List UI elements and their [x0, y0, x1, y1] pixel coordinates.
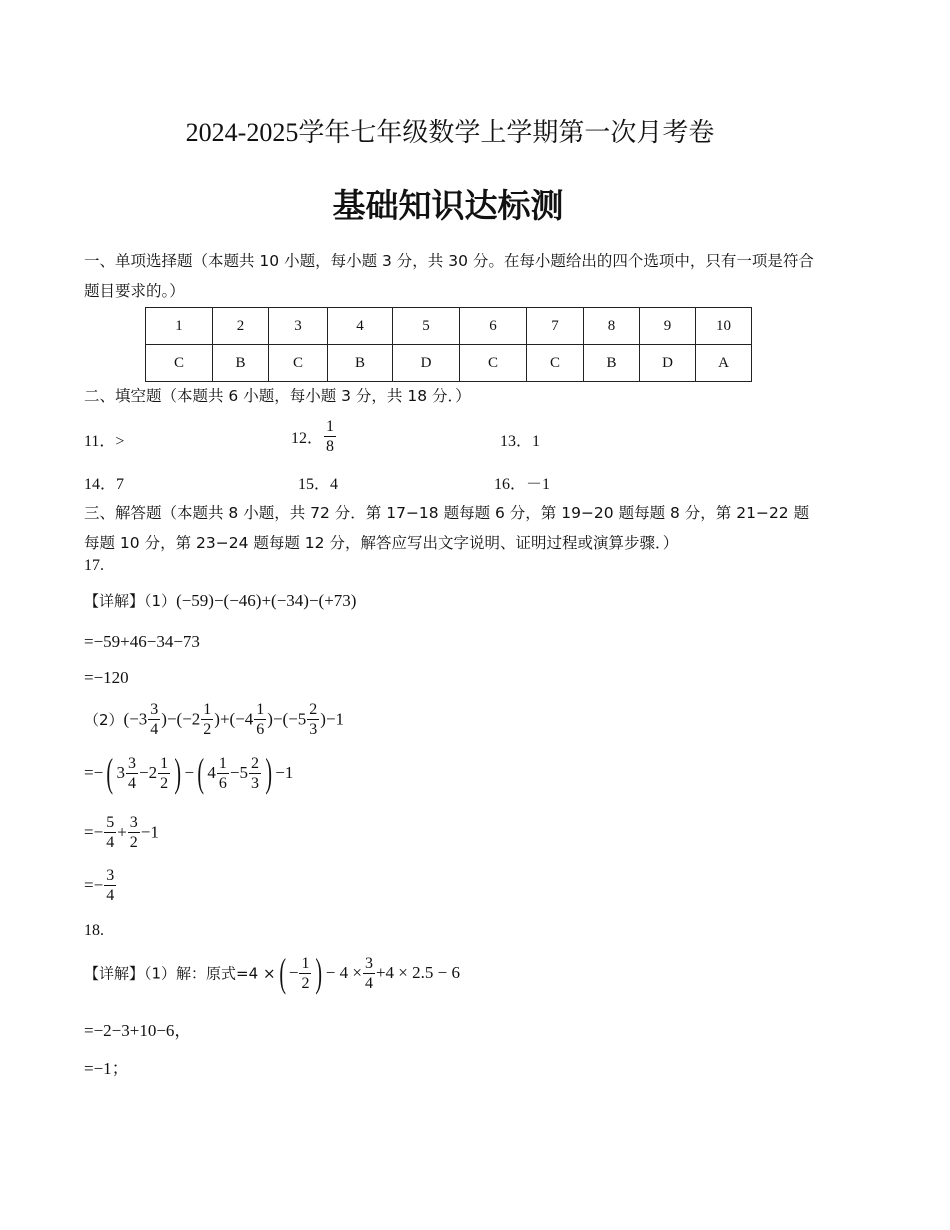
answer-13: 13．1 [500, 433, 541, 450]
q17-part1-expression: (−59)−(−46)+(−34)−(+73) [176, 591, 357, 610]
fraction: $\frac{1}{2}$ [203, 701, 212, 738]
table-cell: 8 [584, 308, 640, 345]
answer-table [145, 307, 752, 382]
fraction: $\frac{1}{6}$ [256, 701, 265, 738]
q18-step1: =−2−3+10−6， [84, 1021, 192, 1040]
table-cell: B [584, 345, 640, 382]
fraction [324, 417, 336, 456]
section1-heading: 一、单项选择题（本题共 10 小题，每小题 3 分，共 30 分。在每小题给出的四个选项中，只有一项是符合题目要求的。） [84, 252, 814, 300]
table-cell: C [527, 345, 584, 382]
table-cell: C [460, 345, 527, 382]
fraction: $\frac{1}{6}$ [218, 754, 227, 792]
numerator: 1 [326, 418, 335, 435]
q17-part2-step1: =−( 3 $\frac{3}{4}$ −2 $\frac{1}{2}$ ) −( 4 $\frac{1}{6}$ −5 $\frac{2}{3}$ ) −1 [84, 750, 294, 795]
table-cell: C [146, 345, 213, 382]
q17-part1 [84, 590, 356, 611]
answer-12-label: 12． [291, 430, 324, 447]
part-label: （2） [84, 711, 124, 729]
table-cell: B [328, 345, 393, 382]
q18-part1-expression: 【详解】（1）解：原式=4 ×( − $\frac{1}{2}$ ) − 4 × $\frac{3}{4}$ +4 × 2.5 − 6 [84, 950, 460, 995]
table-cell: 9 [640, 308, 696, 345]
answer-11: 11．> [84, 433, 125, 450]
q18-step2: =−1； [84, 1059, 129, 1078]
table-cell: C [269, 345, 328, 382]
q17-part2-step2: =− $\frac{5}{4}$ + $\frac{3}{2}$ −1 [84, 814, 159, 851]
fraction: $\frac{3}{2}$ [129, 814, 138, 851]
table-cell: B [213, 345, 269, 382]
q17-step1: =−59+46−34−73 [84, 632, 200, 651]
question-17-label: 17. [84, 557, 104, 574]
answer-12 [291, 417, 337, 456]
fraction: $\frac{2}{3}$ [250, 754, 259, 792]
answer-table-number-row [146, 308, 752, 345]
denominator: 8 [326, 438, 335, 455]
table-cell: 7 [527, 308, 584, 345]
q17-part2-result: =− $\frac{3}{4}$ [84, 867, 115, 904]
table-cell: D [393, 345, 460, 382]
exam-subtitle: 基础知识达标测 [332, 186, 564, 225]
table-cell: 6 [460, 308, 527, 345]
fraction: $\frac{2}{3}$ [309, 701, 318, 738]
fraction: $\frac{5}{4}$ [106, 814, 115, 851]
section2-heading: 二、填空题（本题共 6 小题，每小题 3 分，共 18 分．） [84, 387, 471, 405]
answer-15: 15．4 [298, 476, 339, 493]
question-18-label: 18. [84, 922, 104, 939]
q17-step2: =−120 [84, 668, 129, 687]
q18-prefix: （1）解：原式=4 × [144, 964, 276, 983]
fraction: $\frac{1}{2}$ [160, 754, 169, 792]
table-cell: 2 [213, 308, 269, 345]
table-cell: 1 [146, 308, 213, 345]
q17-part2-expression: （2）(−3 $\frac{3}{4}$ )−(−2 $\frac{1}{2}$ )+(−4 $\frac{1}{6}$ )−(−5 $\frac{2}{3}$ )−1 [84, 701, 345, 738]
detail-label: 【详解】 [84, 592, 145, 610]
table-cell: 3 [269, 308, 328, 345]
fraction: $\frac{3}{4}$ [150, 701, 159, 738]
exam-title: 2024-2025学年七年级数学上学期第一次月考卷 [185, 118, 715, 147]
detail-label: 【详解】 [84, 964, 145, 983]
fraction: $\frac{3}{4}$ [364, 954, 373, 992]
answer-16: 16．－1 [494, 476, 551, 493]
fraction: $\frac{1}{2}$ [301, 954, 310, 992]
answer-table-answer-row [146, 345, 752, 382]
table-cell: A [696, 345, 752, 382]
table-cell: 5 [393, 308, 460, 345]
part-label: （1） [144, 592, 177, 610]
table-cell: 4 [328, 308, 393, 345]
table-cell: 10 [696, 308, 752, 345]
fraction: $\frac{3}{4}$ [106, 867, 115, 904]
table-cell: D [640, 345, 696, 382]
section3-heading: 三、解答题（本题共 8 小题，共 72 分．第 17−18 题每题 6 分，第 19−20 题每题 8 分，第 21−22 题每题 10 分，第 23−24 题每题 12 分，解答应写出文字说明、证明过程或演算步骤．） [84, 504, 810, 552]
fraction: $\frac{3}{4}$ [128, 754, 137, 792]
answer-14: 14．7 [84, 476, 125, 493]
